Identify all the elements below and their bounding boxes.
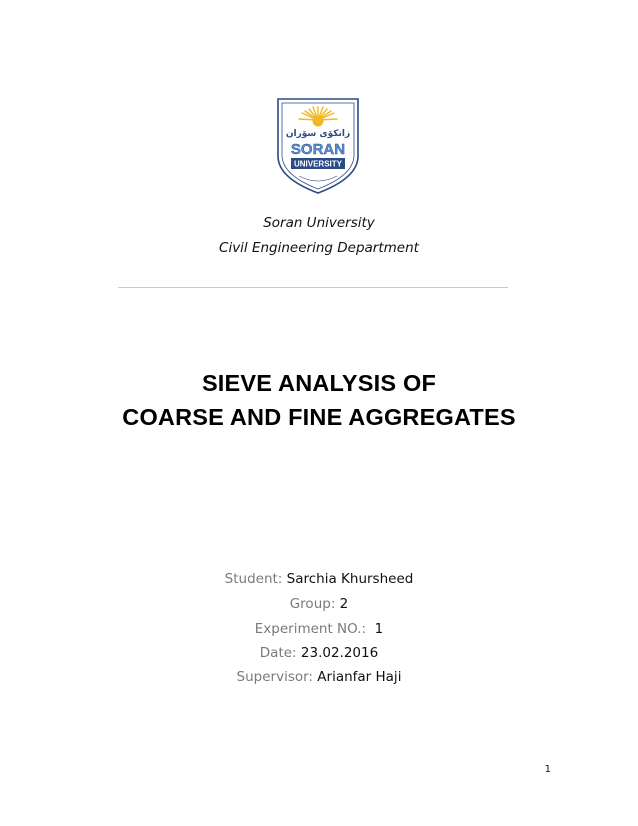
group-label: Group:: [289, 596, 336, 612]
university-name: Soran University: [263, 215, 375, 231]
logo-name-line2: UNIVERSITY: [293, 159, 343, 169]
experiment-value: 1: [374, 621, 384, 637]
date-value: 23.02.2016: [300, 645, 379, 661]
group-row: [0, 595, 638, 613]
group-value: 2: [339, 596, 349, 612]
experiment-row: [0, 620, 638, 638]
student-label: Student:: [224, 571, 283, 587]
supervisor-label: Supervisor:: [236, 669, 313, 685]
report-title-line1: SIEVE ANALYSIS OF: [201, 370, 437, 396]
student-row: [0, 570, 638, 588]
page-number: 1: [544, 764, 551, 775]
report-title-line2: COARSE AND FINE AGGREGATES: [122, 404, 516, 430]
supervisor-row: [0, 668, 638, 686]
date-row: [0, 644, 638, 662]
date-label: Date:: [259, 645, 297, 661]
university-logo: [277, 98, 359, 194]
student-value: Sarchia Khursheed: [286, 571, 414, 587]
experiment-label: Experiment NO.:: [254, 621, 367, 637]
horizontal-divider: [118, 287, 508, 288]
logo-name-line1: SORAN: [290, 141, 346, 158]
department-name: Civil Engineering Department: [219, 240, 419, 256]
supervisor-value: Arianfar Haji: [317, 669, 402, 685]
logo-script-text: زانكۆی سۆران: [285, 129, 351, 139]
